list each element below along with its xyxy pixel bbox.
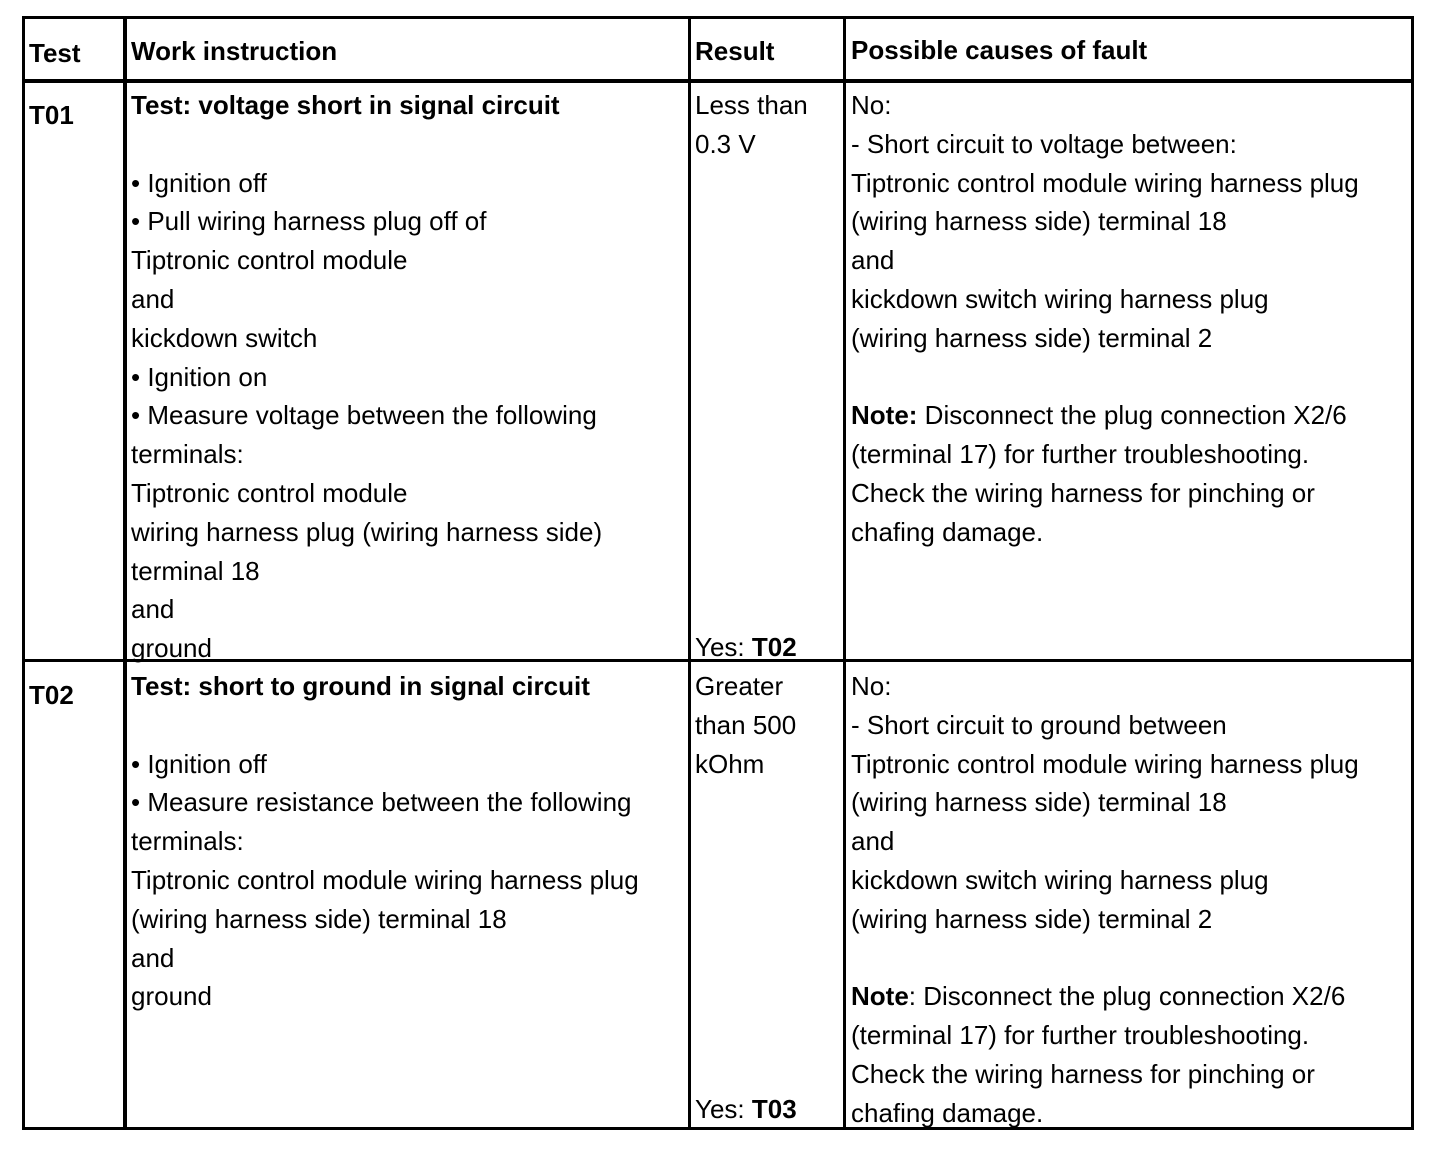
cause-line: and bbox=[851, 826, 895, 857]
yes-target: T02 bbox=[751, 632, 797, 662]
instruction-line: and bbox=[131, 942, 175, 973]
spacer bbox=[851, 358, 1359, 397]
column-divider bbox=[123, 16, 127, 1130]
instruction-line: • Ignition off bbox=[131, 748, 267, 779]
column-divider bbox=[688, 16, 691, 1130]
cause-line: kickdown switch wiring harness plug bbox=[851, 864, 1269, 895]
cause-line: No: bbox=[851, 90, 892, 120]
result-line: than 500 bbox=[695, 709, 797, 740]
instruction-line: (wiring harness side) terminal 18 bbox=[131, 903, 507, 934]
instruction-line: kickdown switch bbox=[131, 322, 318, 353]
result-cell bbox=[695, 86, 808, 164]
instruction-line: terminal 18 bbox=[131, 555, 260, 586]
instruction-line: • Measure voltage between the following bbox=[131, 400, 597, 431]
cause-line: Tiptronic control module wiring harness plug bbox=[851, 167, 1359, 198]
cause-line: - Short circuit to voltage between: bbox=[851, 128, 1237, 159]
result-line: kOhm bbox=[695, 748, 765, 779]
header-possible-causes: Possible causes of fault bbox=[851, 35, 1148, 65]
result-yes bbox=[695, 1090, 797, 1129]
header-test: Test bbox=[29, 38, 81, 68]
instruction-line: terminals: bbox=[131, 826, 244, 857]
header-work-instruction: Work instruction bbox=[131, 36, 338, 66]
note-line: Check the wiring harness for pinching or bbox=[851, 477, 1315, 508]
yes-label: Yes: bbox=[695, 632, 752, 662]
instruction-line: terminals: bbox=[131, 439, 244, 470]
note-label: Note bbox=[851, 981, 909, 1012]
test-id: T02 bbox=[29, 680, 74, 710]
result-cell bbox=[695, 667, 796, 783]
note-line: (terminal 17) for further troubleshooting. bbox=[851, 1020, 1310, 1051]
cause-line: (wiring harness side) terminal 2 bbox=[851, 322, 1213, 353]
instruction-line: Tiptronic control module wiring harness plug bbox=[131, 864, 639, 895]
note-line: Check the wiring harness for pinching or bbox=[851, 1058, 1315, 1089]
spacer bbox=[131, 125, 602, 164]
spacer bbox=[131, 706, 639, 745]
instruction-line: • Ignition on bbox=[131, 361, 268, 392]
instruction-line: • Ignition off bbox=[131, 167, 267, 198]
instruction-line: ground bbox=[131, 633, 212, 664]
note-line bbox=[851, 977, 1359, 1016]
note-label: Note: bbox=[851, 400, 918, 431]
cause-line: (wiring harness side) terminal 18 bbox=[851, 787, 1227, 818]
instruction-line: and bbox=[131, 283, 175, 314]
result-line: 0.3 V bbox=[695, 128, 756, 159]
cause-line: No: bbox=[851, 671, 892, 701]
note-text: Disconnect the plug connection X2/6 bbox=[917, 400, 1347, 431]
note-text: : Disconnect the plug connection X2/6 bbox=[908, 981, 1346, 1012]
possible-causes-cell bbox=[851, 667, 1359, 1133]
work-instruction-cell bbox=[131, 667, 639, 1016]
work-instruction-cell bbox=[131, 86, 602, 668]
instruction-line: and bbox=[131, 594, 175, 625]
result-yes bbox=[695, 628, 797, 667]
cause-line: (wiring harness side) terminal 18 bbox=[851, 206, 1227, 237]
cause-line: (wiring harness side) terminal 2 bbox=[851, 903, 1213, 934]
instruction-line: • Pull wiring harness plug off of bbox=[131, 206, 487, 237]
spacer bbox=[851, 939, 1359, 978]
note-line bbox=[851, 396, 1359, 435]
test-title: Test: voltage short in signal circuit bbox=[131, 90, 560, 120]
cause-line: Tiptronic control module wiring harness plug bbox=[851, 748, 1359, 779]
test-id: T01 bbox=[29, 100, 74, 130]
note-line: chafing damage. bbox=[851, 516, 1044, 547]
instruction-line: ground bbox=[131, 981, 212, 1012]
column-divider bbox=[843, 16, 846, 1130]
cause-line: and bbox=[851, 245, 895, 276]
instruction-line: Tiptronic control module bbox=[131, 245, 408, 276]
row-divider bbox=[22, 79, 1414, 83]
note-line: chafing damage. bbox=[851, 1097, 1044, 1128]
yes-target: T03 bbox=[751, 1094, 797, 1124]
header-result: Result bbox=[695, 36, 775, 66]
yes-label: Yes: bbox=[695, 1094, 752, 1124]
instruction-line: wiring harness plug (wiring harness side) bbox=[131, 516, 603, 547]
note-line: (terminal 17) for further troubleshooting. bbox=[851, 439, 1310, 470]
instruction-line: Tiptronic control module bbox=[131, 477, 408, 508]
cause-line: kickdown switch wiring harness plug bbox=[851, 283, 1269, 314]
test-title: Test: short to ground in signal circuit bbox=[131, 671, 590, 701]
result-line: Less than bbox=[695, 90, 808, 120]
result-line: Greater bbox=[695, 671, 784, 701]
possible-causes-cell bbox=[851, 86, 1359, 552]
instruction-line: • Measure resistance between the following bbox=[131, 787, 632, 818]
cause-line: - Short circuit to ground between bbox=[851, 709, 1227, 740]
